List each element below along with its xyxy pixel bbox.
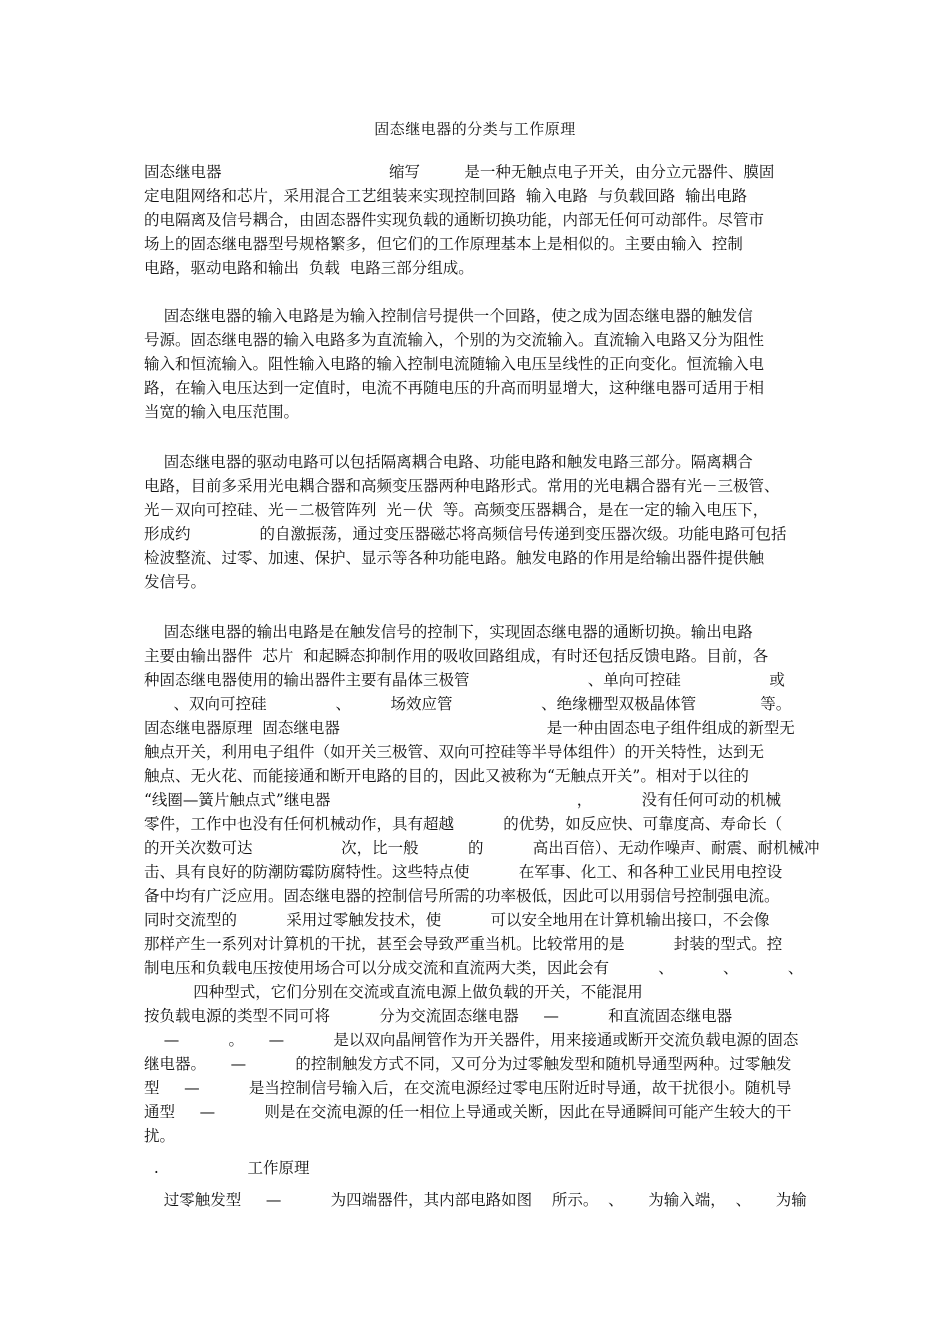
- text-line: . 工作原理: [144, 1159, 310, 1177]
- text-line: 的开关次数可达 次，比一般 的 高出百倍）、无动作噪声、耐震、耐机械冲: [144, 839, 820, 857]
- text-line: 当宽的输入电压范围。: [144, 403, 300, 421]
- text-line: 触点、无火花、而能接通和断开电路的目的，因此又被称为“无触点开关”。相对于以往的: [144, 767, 749, 785]
- text-line: 光－双向可控硅、光－二极管阵列 光－伏 等。高频变压器耦合，是在一定的输入电压下，: [144, 501, 769, 519]
- text-line: 同时交流型的 采用过零触发技术，使 可以安全地用在计算机输出接口，不会像: [144, 911, 770, 929]
- text-line: 场上的固态继电器型号规格繁多，但它们的工作原理基本上是相似的。主要由输入 控制: [144, 235, 743, 253]
- text-line: 那样产生一系列对计算机的干扰，甚至会导致严重当机。比较常用的是 封装的型式。控: [144, 935, 783, 953]
- text-line: 固态继电器 缩写 是一种无触点电子开关，由分立元器件、膜固: [144, 163, 775, 181]
- text-line: 主要由输出器件 芯片 和起瞬态抑制作用的吸收回路组成，有时还包括反馈电路。目前，各: [144, 647, 769, 665]
- text-line: — 。 — 是以双向晶闸管作为开关器件，用来接通或断开交流负载电源的固态: [144, 1031, 799, 1049]
- text-line: 号源。固态继电器的输入电路多为直流输入，个别的为交流输入。直流输入电路又分为阻性: [144, 331, 765, 349]
- page-title: 固态继电器的分类与工作原理: [374, 120, 576, 138]
- text-line: 制电压和负载电压按使用场合可以分成交流和直流两大类，因此会有 、 、 、: [144, 959, 804, 977]
- text-line: 按负载电源的类型不同可将 分为交流固态继电器 — 和直流固态继电器: [144, 1007, 733, 1025]
- text-line: 固态继电器的输入电路是为输入控制信号提供一个回路，使之成为固态继电器的触发信: [144, 307, 753, 325]
- text-line: 过零触发型 — 为四端器件，其内部电路如图 所示。 、 为输入端， 、 为输: [144, 1191, 807, 1209]
- text-line: 路，在输入电压达到一定值时，电流不再随电压的升高而明显增大，这种继电器可适用于相: [144, 379, 765, 397]
- text-line: 输入和恒流输入。阻性输入电路的输入控制电流随输入电压呈线性的正向变化。恒流输入电: [144, 355, 765, 373]
- text-line: 电路，驱动电路和输出 负载 电路三部分组成。: [144, 259, 474, 277]
- text-line: 发信号。: [144, 573, 207, 591]
- text-line: 固态继电器的输出电路是在触发信号的控制下，实现固态继电器的通断切换。输出电路: [144, 623, 753, 641]
- text-line: 检波整流、过零、加速、保护、显示等各种功能电路。触发电路的作用是给输出器件提供触: [144, 549, 765, 567]
- text-line: 零件，工作中也没有任何机械动作，具有超越 的优势，如反应快、可靠度高、寿命长（: [144, 815, 783, 833]
- text-line: 扰。: [144, 1127, 176, 1145]
- text-line: 四种型式，它们分别在交流或直流电源上做负载的开关，不能混用: [144, 983, 643, 1001]
- text-line: 备中均有广泛应用。固态继电器的控制信号所需的功率极低，因此可以用弱信号控制强电流。: [144, 887, 780, 905]
- text-line: 通型 — 则是在交流电源的任一相位上导通或关断，因此在导通瞬间可能产生较大的干: [144, 1103, 792, 1121]
- text-line: 固态继电器的驱动电路可以包括隔离耦合电路、功能电路和触发电路三部分。隔离耦合: [144, 453, 753, 471]
- text-line: “线圈—簧片触点式”继电器 ， 没有任何可动的机械: [144, 791, 781, 809]
- text-line: 、双向可控硅 、 场效应管 、绝缘栅型双极晶体管 等。: [144, 695, 792, 713]
- text-line: 型 — 是当控制信号输入后，在交流电源经过零电压附近时导通，故干扰很小。随机导: [144, 1079, 792, 1097]
- text-line: 定电阻网络和芯片，采用混合工艺组装来实现控制回路 输入电路 与负载回路 输出电路: [144, 187, 748, 205]
- text-line: 固态继电器原理 固态继电器 是一种由固态电子组件组成的新型无: [144, 719, 795, 737]
- text-line: 触点开关，利用电子组件（如开关三极管、双向可控硅等半导体组件）的开关特性，达到无: [144, 743, 765, 761]
- text-line: 种固态继电器使用的输出器件主要有晶体三极管 、单向可控硅 或: [144, 671, 785, 689]
- text-line: 的电隔离及信号耦合，由固态器件实现负载的通断切换功能，内部无任何可动部件。尽管市: [144, 211, 765, 229]
- text-line: 击、具有良好的防潮防霉防腐特性。这些特点使 在军事、化工、和各种工业民用电控设: [144, 863, 783, 881]
- text-line: 继电器。 — 的控制触发方式不同，又可分为过零触发型和随机导通型两种。过零触发: [144, 1055, 792, 1073]
- text-line: 形成约 的自激振荡，通过变压器磁芯将高频信号传递到变压器次级。功能电路可包括: [144, 525, 787, 543]
- text-line: 电路，目前多采用光电耦合器和高频变压器两种电路形式。常用的光电耦合器有光－三极管、: [144, 477, 780, 495]
